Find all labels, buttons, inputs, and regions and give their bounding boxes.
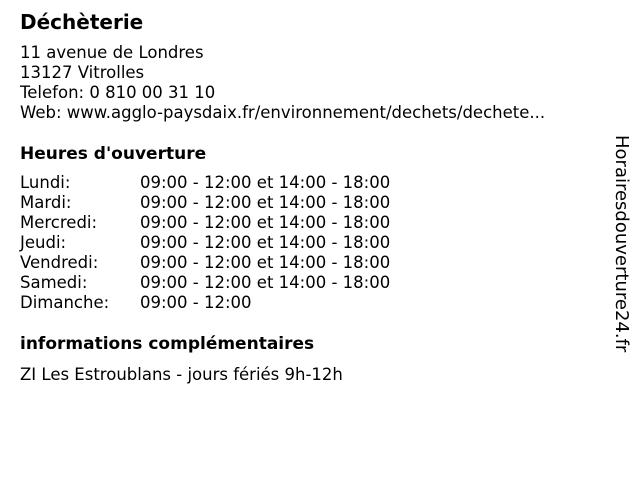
time-range: 09:00 - 12:00 et 14:00 - 18:00: [140, 273, 391, 292]
street-address: 11 avenue de Londres: [20, 43, 204, 62]
hours-row-friday: [20, 253, 440, 273]
address-block: [20, 43, 545, 123]
day-label: Mardi:: [20, 193, 72, 212]
time-range: 09:00 - 12:00 et 14:00 - 18:00: [140, 253, 391, 272]
time-range: 09:00 - 12:00 et 14:00 - 18:00: [140, 173, 391, 192]
hours-row-wednesday: [20, 213, 440, 233]
opening-hours-table: [20, 173, 440, 313]
day-label: Mercredi:: [20, 213, 98, 232]
hours-row-tuesday: [20, 193, 440, 213]
page-title: Déchèterie: [20, 10, 144, 34]
additional-info-text: ZI Les Estroublans - jours fériés 9h-12h: [20, 365, 343, 384]
day-label: Dimanche:: [20, 293, 110, 312]
brand-watermark: Horairesdouverture24.fr: [611, 135, 632, 353]
website-link[interactable]: Web: www.agglo-paysdaix.fr/environnement/dechets/dechete...: [20, 103, 546, 122]
time-range: 09:00 - 12:00: [140, 293, 252, 312]
hours-row-thursday: [20, 233, 440, 253]
hours-row-saturday: [20, 273, 440, 293]
phone-number: Telefon: 0 810 00 31 10: [20, 83, 216, 102]
hours-row-sunday: [20, 293, 440, 313]
time-range: 09:00 - 12:00 et 14:00 - 18:00: [140, 233, 391, 252]
day-label: Jeudi:: [20, 233, 67, 252]
hours-row-monday: [20, 173, 440, 193]
day-label: Samedi:: [20, 273, 88, 292]
day-label: Lundi:: [20, 173, 71, 192]
day-label: Vendredi:: [20, 253, 99, 272]
additional-info-heading: informations complémentaires: [20, 334, 315, 354]
city: 13127 Vitrolles: [20, 63, 145, 82]
time-range: 09:00 - 12:00 et 14:00 - 18:00: [140, 213, 391, 232]
opening-hours-heading: Heures d'ouverture: [20, 144, 207, 164]
time-range: 09:00 - 12:00 et 14:00 - 18:00: [140, 193, 391, 212]
